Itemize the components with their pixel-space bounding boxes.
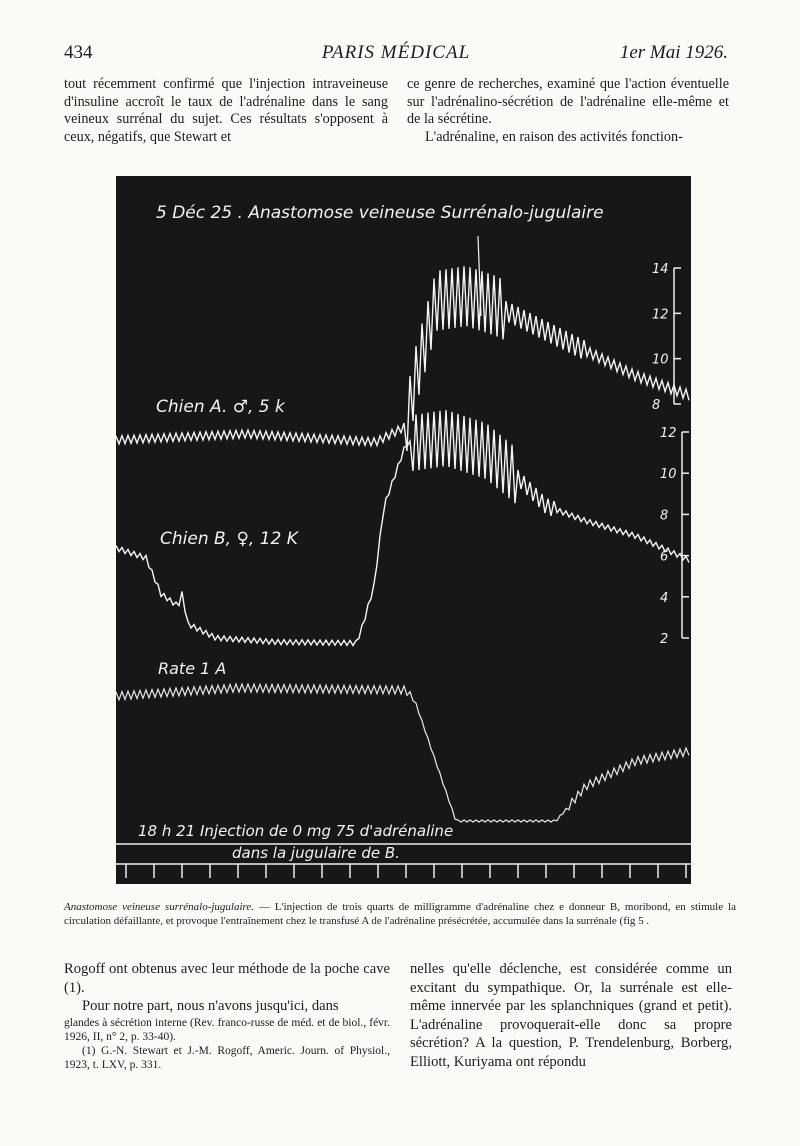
- scale-tick-label: 14: [652, 262, 669, 277]
- trace-label-chien-b: Chien B, ♀, 12 K: [160, 529, 298, 549]
- figure-title: 5 Déc 25 . Anastomose veineuse Surrénalo-jugulaire: [156, 203, 604, 223]
- bottom-left-column: [64, 960, 390, 1072]
- scale-tick-label: 8: [660, 508, 669, 524]
- scale-tick-label: 8: [652, 398, 661, 413]
- scale-tick-label: 4: [660, 590, 669, 606]
- bottom-right-paragraph: nelles qu'elle déclenche, est considérée comme un excitant du sympathique. Or, la surrénale est elle-même innervée par les splanchniques (grand et petit). L'adrénaline provoquerait-elle donc sa propre sécrétion? A la question, P. Trendelenburg, Borberg, Elliott, Kuriyama ont répondu: [410, 961, 732, 1070]
- bottom-right-column: [410, 960, 732, 1072]
- trace-label-chien-a: Chien A. ♂, 5 k: [156, 397, 285, 417]
- footnote-continuation: glandes à sécrétion interne (Rev. franco-russe de méd. et de biol., févr. 1926, II, n° 2, p. 33-40).: [64, 1016, 390, 1043]
- page-header: [64, 42, 728, 68]
- bottom-left-paragraph-2: Pour notre part, nous n'avons jusqu'ici, dans: [82, 998, 339, 1015]
- top-left-paragraph: tout récemment confirmé que l'injection intraveineuse d'insuline accroît le taux de l'adrénaline dans le sang veineux surrénal du sujet. Ces résultats s'opposent à ceux, négatifs, que Stewart et: [64, 76, 388, 145]
- scale-tick-label: 10: [660, 467, 677, 483]
- kymograph-figure: [116, 176, 691, 884]
- top-right-paragraph-1: ce genre de recherches, examiné que l'action éventuelle sur l'adrénalino-sécrétion de l'adrénaline elle-même et de la sécrétine.: [407, 76, 729, 128]
- time-ticks: [126, 864, 686, 878]
- scale-tick-label: 6: [660, 549, 669, 565]
- kymograph-traces: [116, 176, 691, 884]
- scale-tick-label: 12: [652, 307, 669, 323]
- page-number: 434: [64, 42, 93, 63]
- footnote-1: (1) G.-N. Stewart et J.-M. Rogoff, Americ. Journ. of Physiol., 1923, t. LXV, p. 331.: [64, 1044, 390, 1071]
- injection-note-line2: dans la jugulaire de B.: [232, 844, 400, 862]
- injection-note-line1: 18 h 21 Injection de 0 mg 75 d'adrénaline: [138, 822, 454, 840]
- top-right-column: [407, 76, 729, 146]
- journal-title: PARIS MÉDICAL: [321, 42, 471, 63]
- scale-tick-label: 10: [652, 352, 669, 368]
- issue-date: 1er Mai 1926.: [619, 42, 728, 63]
- caption-text: — L'injection de trois quarts de milligramme d'adrénaline chez e donneur B, moribond, en stimule la circulation défaillante, et provoque l'entraînement chez le transfusé A de l'adrénaline présécrétée, accumulée dans la surrénale (fig 5 .: [64, 901, 736, 927]
- figure-caption: [64, 900, 736, 928]
- bottom-left-paragraph-1: Rogoff ont obtenus avec leur méthode de la poche cave (1).: [64, 961, 390, 996]
- top-left-column: [64, 76, 388, 146]
- caption-title: Anastomose veineuse surrénalo-jugulaire.: [64, 901, 255, 913]
- scale-tick-label: 2: [660, 632, 669, 647]
- top-right-paragraph-2: L'adrénaline, en raison des activités fonction-: [425, 128, 683, 145]
- scale-tick-label: 12: [660, 426, 677, 441]
- trace-label-rate: Rate 1 A: [158, 659, 227, 678]
